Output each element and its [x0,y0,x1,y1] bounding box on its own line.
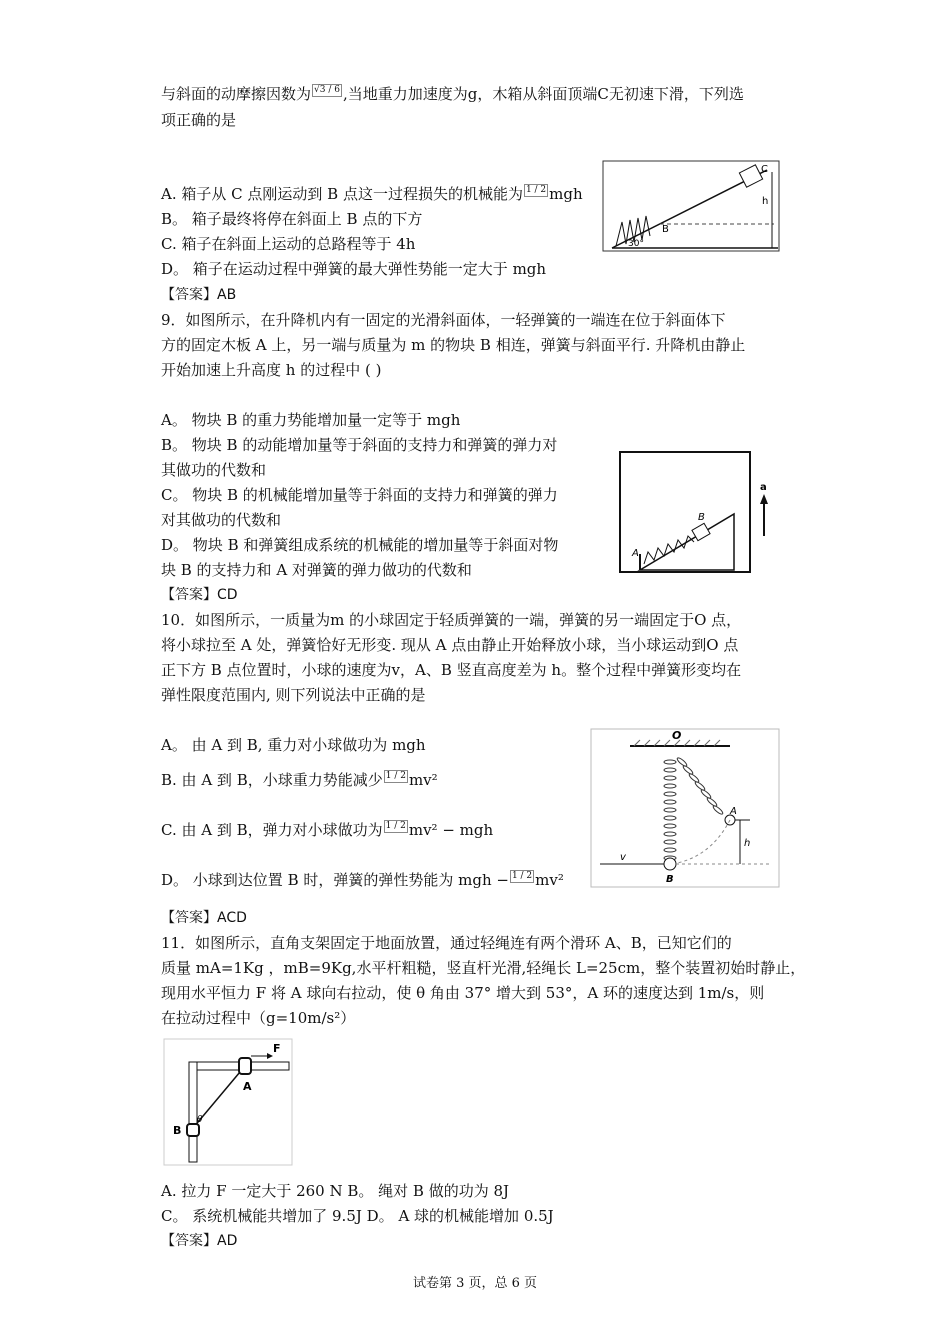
q11-options-cd: C。 系统机械能共增加了 9.5J D。 A 球的机械能增加 0.5J [161,1207,554,1225]
label-b: B [698,512,705,523]
label-o: O [672,729,682,742]
q10-answer: 【答案】ACD [161,910,247,926]
label-theta: θ [197,1115,203,1125]
q8-option-d: D。 箱子在运动过程中弹簧的最大弹性势能一定大于 mgh [161,260,547,278]
q10-line2: 将小球拉至 A 处，弹簧恰好无形变. 现从 A 点由静止开始释放小球，当小球运动到O 点 [161,636,739,654]
q9-option-b-line2: 其做功的代数和 [161,461,267,479]
q8-incline-figure [602,160,780,252]
label-v: v [620,852,626,863]
q11-line2: 质量 mA=1Kg ，mB=9Kg,水平杆粗糙，竖直杆光滑,轻绳长 L=25cm，整个装置初始时静止， [161,959,806,977]
q10-line4: 弹性限度范围内, 则下列说法中正确的是 [161,686,426,704]
q11-options-ab: A. 拉力 F 一定大于 260 N B。 绳对 B 做的功为 8J [161,1182,510,1200]
q9-option-a: A。 物块 B 的重力势能增加量一定等于 mgh [161,411,461,429]
label-b: B [173,1124,182,1137]
half-fraction: 1 / 2 [385,821,406,831]
label-b: B [662,224,669,235]
q9-option-b-line1: B。 物块 B 的动能增加量等于斜面的支持力和弹簧的弹力对 [161,436,558,454]
label-angle: 30° [628,239,644,249]
q9-option-c-line2: 对其做功的代数和 [161,511,282,529]
label-h: h [744,838,751,849]
label-acceleration: a [760,482,767,493]
q9-elevator-figure [610,438,782,576]
q10-option-a: A。 由 A 到 B, 重力对小球做功为 mgh [161,736,426,754]
label-a: A [730,806,737,817]
q11-line1: 11．如图所示，直角支架固定于地面放置，通过轻绳连有两个滑环 A、B，已知它们的 [161,934,732,952]
q8-option-c: C. 箱子在斜面上运动的总路程等于 4h [161,235,416,253]
q9-option-d-line2: 块 B 的支持力和 A 对弹簧的弹力做功的代数和 [161,561,472,579]
q11-line4: 在拉动过程中（g=10m/s²） [161,1009,356,1027]
q11-answer: 【答案】AD [161,1233,238,1249]
q9-option-c-line1: C。 物块 B 的机械能增加量等于斜面的支持力和弹簧的弹力 [161,486,558,504]
label-f: F [273,1042,281,1055]
q10-option-b: B. 由 A 到 B，小球重力势能减少 1 / 2 mv² [161,771,438,789]
page-footer: 试卷第 3 页，总 6 页 [412,1276,538,1291]
label-a: A [243,1080,252,1093]
label-c: C [761,164,768,175]
q10-line1: 10．如图所示，一质量为m 的小球固定于轻质弹簧的一端，弹簧的另一端固定于O 点， [161,611,742,629]
q8-intro-line2: 项正确的是 [161,111,237,129]
q9-answer: 【答案】CD [161,587,238,603]
q10-spring-figure [590,728,780,888]
q8-option-b: B。 箱子最终将停在斜面上 B 点的下方 [161,210,423,228]
half-fraction: 1 / 2 [525,185,547,195]
half-fraction: 1 / 2 [511,871,533,881]
q8-intro-line1: 与斜面的动摩擦因数为 √3 / 6 ,当地重力加速度为g，木箱从斜面顶端C无初速下滑，下列选 [161,85,744,103]
q9-line2: 方的固定木板 A 上，另一端与质量为 m 的物块 B 相连，弹簧与斜面平行. 升降机由静止 [161,336,746,354]
q9-option-d-line1: D。 物块 B 和弹簧组成系统的机械能的增加量等于斜面对物 [161,536,559,554]
q10-option-d: D。 小球到达位置 B 时，弹簧的弹性势能为 mgh − 1 / 2 mv² [161,871,564,889]
q11-line3: 现用水平恒力 F 将 A 球向右拉动，使 θ 角由 37° 增大到 53°，A 环的速度达到 1m/s，则 [161,984,765,1002]
q9-line3: 开始加速上升高度 h 的过程中 ( ) [161,361,382,379]
q9-line1: 9．如图所示，在升降机内有一固定的光滑斜面体，一轻弹簧的一端连在位于斜面体下 [161,311,726,329]
mu-fraction: √3 / 6 [314,85,340,95]
label-h: h [762,196,769,207]
q8-option-a: A. 箱子从 C 点刚运动到 B 点这一过程损失的机械能为 1 / 2 mgh [161,185,583,203]
q11-frame-figure [163,1038,293,1166]
label-b: B [666,874,674,885]
q10-option-c: C. 由 A 到 B，弹力对小球做功为 1 / 2 mv² − mgh [161,821,494,839]
q8-answer: 【答案】AB [161,287,237,303]
q10-line3: 正下方 B 点位置时，小球的速度为v，A、B 竖直高度差为 h。整个过程中弹簧形变均在 [161,661,742,679]
half-fraction: 1 / 2 [385,771,406,781]
label-a: A [632,548,639,559]
